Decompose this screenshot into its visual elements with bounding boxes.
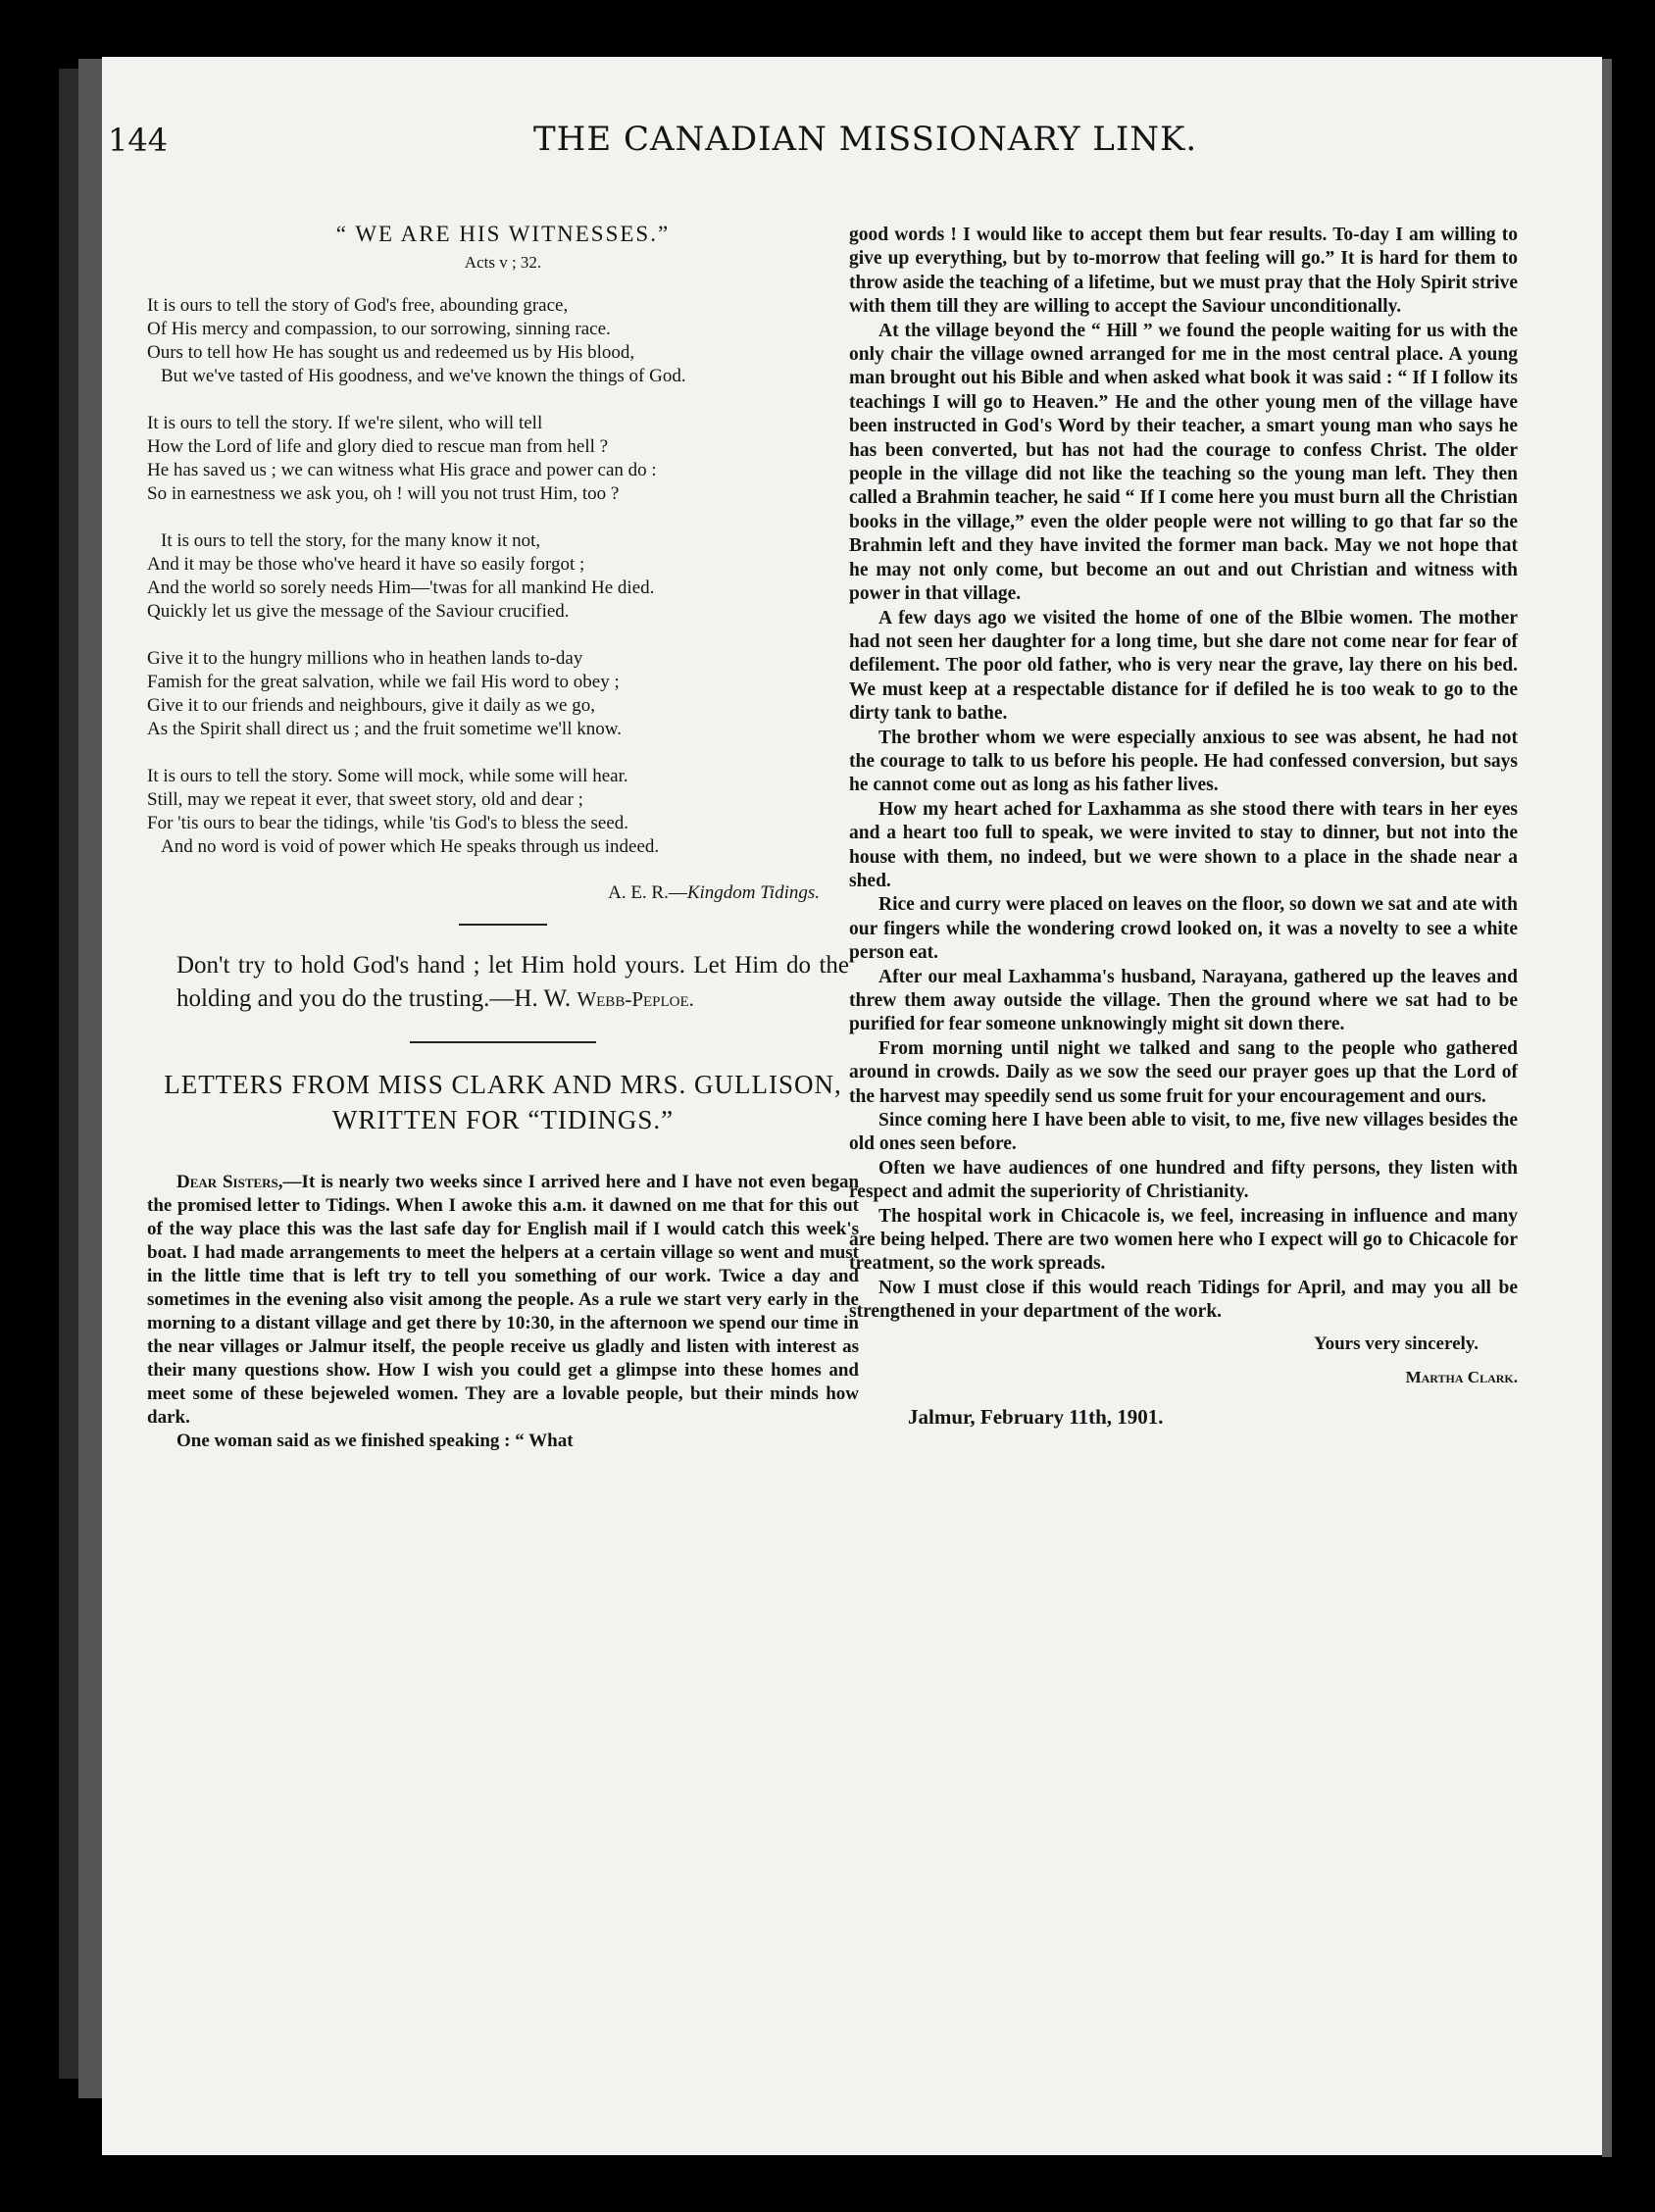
letter-closing: Yours very sincerely. xyxy=(1314,1332,1479,1354)
poem-line: Give it to our friends and neighbours, give it daily as we go, xyxy=(147,695,595,716)
attribution-author: A. E. R.— xyxy=(608,882,687,903)
poem-line: Of His mercy and compassion, to our sorrowing, sinning race. xyxy=(147,319,611,339)
poem-line: Famish for the great salvation, while we fail His word to obey ; xyxy=(147,672,620,692)
letter-paragraph: At the village beyond the “ Hill ” we found the people waiting for us with the only chair the village owned arranged for me in the most central place. A young man brought out his Bible and when asked what book it was said : “ If I follow its teachings I will go to Heaven.” He and the other young men of the village have been instructed in God's Word by their teacher, a smart young man who says he has been converted, but has not had the courage to confess Christ. The older people in the village did not like the teaching so the young man left. They then called a Brahmin teacher, he said “ If I come here you must burn all the Christian books in the village,” even the older people were not willing to go that far so the Brahmin left and they have invited the former man back. May we not hope that he may not only come, but become an out and out Christian and witness with power in that village. xyxy=(849,320,1518,605)
poem-line: So in earnestness we ask you, oh ! will you not trust Him, too ? xyxy=(147,483,620,504)
poem-line: As the Spirit shall direct us ; and the fruit sometime we'll know. xyxy=(147,719,622,739)
poem-line: How the Lord of life and glory died to rescue man from hell ? xyxy=(147,436,609,457)
poem-attribution xyxy=(147,882,820,904)
letter-paragraph: One woman said as we finished speaking : “ What xyxy=(176,1431,574,1451)
letter-signature: Martha Clark. xyxy=(1405,1367,1518,1386)
letter-paragraph: After our meal Laxhamma's husband, Narayana, gathered up the leaves and threw them away outside the village. Then the ground where we sat had to be purified for fear someone unknowingly might sit down there. xyxy=(849,966,1518,1035)
running-head: THE CANADIAN MISSIONARY LINK. xyxy=(533,120,1198,159)
quote-text: Don't try to hold God's hand ; let Him hold yours. Let Him do the holding and you do the trusting.—H. W. xyxy=(176,952,849,1012)
quote-author: Webb-Peploe. xyxy=(577,987,694,1011)
right-page-edge xyxy=(1602,59,1612,2157)
poem-line: For 'tis ours to bear the tidings, while 'tis God's to bless the seed. xyxy=(147,813,629,833)
poem-line: But we've tasted of His goodness, and we've known the things of God. xyxy=(161,366,686,386)
attribution-source: Kingdom Tidings. xyxy=(686,882,820,903)
right-column xyxy=(849,224,1518,1430)
poem-line: And no word is void of power which He speaks through us indeed. xyxy=(161,836,660,857)
letter-body-right xyxy=(849,224,1518,1325)
letter-paragraph: Now I must close if this would reach Tidings for April, and may you all be strengthened in your department of the work. xyxy=(849,1277,1518,1323)
poem-stanza xyxy=(147,294,859,388)
letter-paragraph: The brother whom we were especially anxious to see was absent, he had not the courage to talk to us before his people. He had confessed conversion, but says he cannot come out as long as his father lives. xyxy=(849,727,1518,796)
letter-paragraph: The hospital work in Chicacole is, we feel, increasing in influence and many are being helped. There are two women here who I expect will go to Chicacole for treatment, so the work spreads. xyxy=(849,1205,1518,1275)
letter-body-left xyxy=(147,1171,859,1453)
letters-title: LETTERS FROM MISS CLARK AND MRS. GULLISON, WRITTEN FOR “TIDINGS.” xyxy=(164,1070,842,1134)
letter-paragraph: Since coming here I have been able to visit, to me, five new villages besides the old ones seen before. xyxy=(849,1110,1518,1155)
poem-line: It is ours to tell the story of God's free, abounding grace, xyxy=(147,295,569,316)
letter-dateline: Jalmur, February 11th, 1901. xyxy=(908,1404,1164,1429)
poem-stanza xyxy=(147,529,859,624)
poem-stanza xyxy=(147,647,859,741)
letter-paragraph: Rice and curry were placed on leaves on the floor, so down we sat and ate with our fingers while the wondering crowd looked on, it was a novelty to see a white person eat. xyxy=(849,894,1518,964)
letter-paragraph: From morning until night we talked and sang to the people who gathered around in crowds. Daily as we sow the seed our prayer goes up that the Lord of the harvest may speedily send us some fruit for your encouragement and ours. xyxy=(849,1037,1518,1107)
poem-line: It is ours to tell the story. Some will mock, while some will hear. xyxy=(147,766,628,786)
divider xyxy=(410,1041,596,1043)
poem-line: And it may be those who've heard it have so easily forgot ; xyxy=(147,554,585,575)
salutation: Dear Sisters, xyxy=(176,1172,283,1192)
poem-reference: Acts v ; 32. xyxy=(464,253,542,272)
letter-paragraph: Often we have audiences of one hundred and fifty persons, they listen with respect and admit the superiority of Christianity. xyxy=(849,1157,1518,1203)
letter-paragraph: Dear Sisters,—It is nearly two weeks since I arrived here and I have not even began the promised letter to Tidings. When I awoke this a.m. it dawned on me that for this out of the way place this was the last safe day for English mail if I would catch this week's boat. I had made arrangements to meet the helpers at a certain village so went and must in the little time that is left try to tell you something of our work. Twice a day and sometimes in the evening also visit among the people. As a rule we start very early in the morning to a distant village and get there by 10:30, in the afternoon we spend our time in the near villages or Jalmur itself, the people receive us gladly and listen with interest as their many questions show. How I wish you could get a glimpse into these homes and meet some of these bejeweled women. They are a lovable people, but their minds how dark. xyxy=(147,1172,860,1428)
poem-title: “ WE ARE HIS WITNESSES.” xyxy=(335,222,671,246)
pull-quote xyxy=(147,949,859,1016)
letter-paragraph: How my heart ached for Laxhamma as she stood there with tears in her eyes and a heart too full to speak, we were invited to stay to dinner, but not into the house with them, no indeed, but we were shown to a place in the shade near a shed. xyxy=(849,798,1518,891)
poem-line: Quickly let us give the message of the Saviour crucified. xyxy=(147,601,570,622)
poem-line: Ours to tell how He has sought us and redeemed us by His blood, xyxy=(147,342,635,363)
divider xyxy=(459,924,547,926)
poem-line: He has saved us ; we can witness what His grace and power can do : xyxy=(147,460,657,480)
page-number: 144 xyxy=(108,122,169,159)
magazine-page xyxy=(102,57,1602,2155)
left-column xyxy=(147,222,859,1453)
poem-stanza xyxy=(147,765,859,859)
letter-paragraph: A few days ago we visited the home of one of the Blbie women. The mother had not seen her daughter for a long time, but she dare not come near for fear of defilement. The poor old father, who is very near the grave, lay there on his bed. We must keep at a respectable distance for if defiled he is too weak to go to the dirty tank to bathe. xyxy=(849,607,1518,725)
poem-stanza xyxy=(147,412,859,506)
poem-line: Still, may we repeat it ever, that sweet story, old and dear ; xyxy=(147,789,583,810)
poem-line: It is ours to tell the story, for the many know it not, xyxy=(161,530,541,551)
poem-line: Give it to the hungry millions who in heathen lands to-day xyxy=(147,648,583,669)
poem-line: And the world so sorely needs Him—'twas for all mankind He died. xyxy=(147,578,655,598)
letter-paragraph: good words ! I would like to accept them but fear results. To-day I am willing to give up everything, but by to-morrow that feeling will go.” It is hard for them to throw aside the teaching of a lifetime, but we must pray that the Holy Spirit strive with them till they are willing to accept the Saviour unconditionally. xyxy=(849,225,1518,318)
poem-line: It is ours to tell the story. If we're silent, who will tell xyxy=(147,413,543,433)
